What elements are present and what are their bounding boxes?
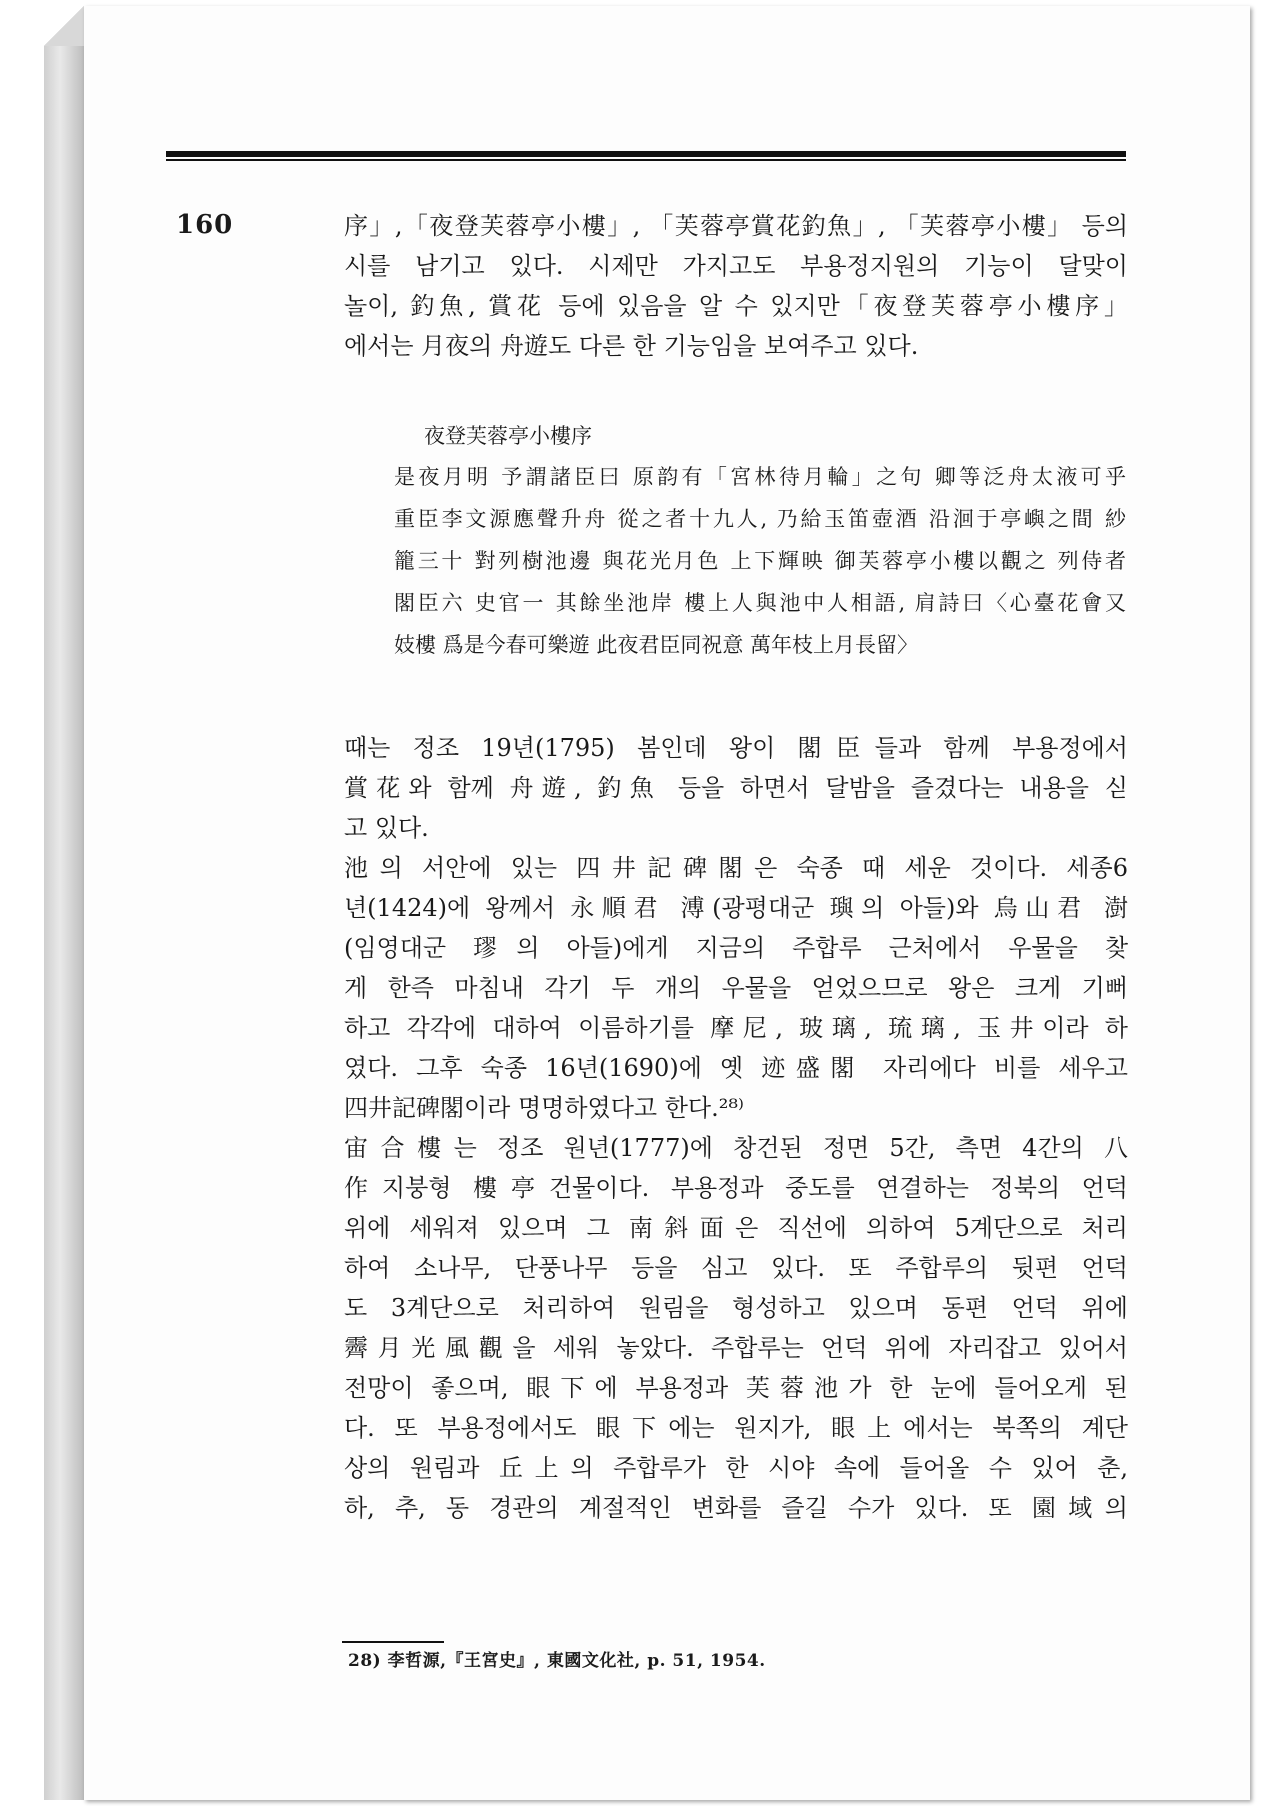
page (84, 6, 1250, 1800)
page-corner-fold (44, 6, 84, 46)
text-line: 게 한즉 마침내 각기 두 개의 우물을 얻었으므로 왕은 크게 기뻐 (344, 974, 1128, 1002)
text-line: 하여 소나무, 단풍나무 등을 심고 있다. 또 주합루의 뒷편 언덕 (344, 1254, 1128, 1282)
text-line: 四井記碑閣이라 명명하였다고 한다.²⁸⁾ (344, 1094, 744, 1122)
text-line: 하고 각각에 대하여 이름하기를 摩尼, 玻璃, 琉璃, 玉井이라 하 (344, 1014, 1128, 1042)
text-line: 宙合樓는 정조 원년(1777)에 창건된 정면 5간, 측면 4간의 八 (344, 1134, 1128, 1162)
text-line: 위에 세워져 있으며 그 南斜面은 직선에 의하여 5계단으로 처리 (344, 1214, 1128, 1242)
body-text (344, 728, 1128, 1528)
quote-block (394, 456, 1126, 666)
text-line: 하, 추, 동 경관의 계절적인 변화를 즐길 수가 있다. 또 園域의 (344, 1494, 1128, 1522)
text-line: 상의 원림과 丘上의 주합루가 한 시야 속에 들어올 수 있어 춘, (344, 1454, 1128, 1482)
text-line: 놀이, 釣魚, 賞花 등에 있음을 알 수 있지만「夜登芙蓉亭小樓序」 (344, 292, 1128, 320)
footnote-rule (342, 1641, 444, 1643)
book-spine (44, 6, 84, 1800)
text-line: 때는 정조 19년(1795) 봄인데 왕이 閣臣들과 함께 부용정에서 (344, 734, 1128, 762)
quote-line: 閣臣六 史官一 其餘坐池岸 樓上人與池中人相語, 肩詩曰〈心臺花會又 (394, 591, 1126, 615)
text-line: 에서는 月夜의 舟遊도 다른 한 기능임을 보여주고 있다. (344, 332, 919, 360)
text-line: 시를 남기고 있다. 시제만 가지고도 부용정지원의 기능이 달맞이 (344, 252, 1128, 280)
text-line: 作지붕형 樓亭건물이다. 부용정과 중도를 연결하는 정북의 언덕 (344, 1174, 1128, 1202)
text-line: 序」,「夜登芙蓉亭小樓」, 「芙蓉亭賞花釣魚」, 「芙蓉亭小樓」 등의 (344, 212, 1128, 240)
quote-title: 夜登芙蓉亭小樓序 (424, 424, 592, 448)
text-line: 년(1424)에 왕께서 永順君 溥(광평대군 璵의 아들)와 烏山君 澍 (344, 894, 1128, 922)
quote-line: 籠三十 對列樹池邊 與花光月色 上下輝映 御芙蓉亭小樓以觀之 列侍者 (394, 549, 1126, 573)
quote-line: 妓樓 爲是今春可樂遊 此夜君臣同祝意 萬年枝上月長留〉 (394, 633, 919, 657)
text-line: 전망이 좋으며, 眼下에 부용정과 芙蓉池가 한 눈에 들어오게 된 (344, 1374, 1128, 1402)
intro-paragraph (344, 206, 1128, 366)
page-number: 160 (176, 210, 234, 240)
quote-line: 重臣李文源應聲升舟 從之者十九人, 乃給玉笛壺酒 沿洄于亭嶼之間 紗 (394, 507, 1126, 531)
text-line: 다. 또 부용정에서도 眼下에는 원지가, 眼上에서는 북쪽의 계단 (344, 1414, 1128, 1442)
header-rule-thin (166, 159, 1126, 161)
text-line: 였다. 그후 숙종 16년(1690)에 옛 迹盛閣 자리에다 비를 세우고 (344, 1054, 1128, 1082)
header-rule-thick (166, 151, 1126, 157)
text-line: (임영대군 璆의 아들)에게 지금의 주합루 근처에서 우물을 찾 (344, 934, 1128, 962)
text-line: 霽月光風觀을 세워 놓았다. 주합루는 언덕 위에 자리잡고 있어서 (344, 1334, 1128, 1362)
text-line: 賞花와 함께 舟遊, 釣魚 등을 하면서 달밤을 즐겼다는 내용을 싣 (344, 774, 1128, 802)
text-line: 池의 서안에 있는 四井記碑閣은 숙종 때 세운 것이다. 세종6 (344, 854, 1128, 882)
text-line: 도 3계단으로 처리하여 원림을 형성하고 있으며 동편 언덕 위에 (344, 1294, 1128, 1322)
quote-line: 是夜月明 予謂諸臣曰 原韵有「宮林待月輪」之句 卿等泛舟太液可乎 (394, 465, 1126, 489)
text-line: 고 있다. (344, 814, 429, 842)
footnote: 28) 李哲源,『王宮史』, 東國文化社, p. 51, 1954. (348, 1651, 766, 1671)
